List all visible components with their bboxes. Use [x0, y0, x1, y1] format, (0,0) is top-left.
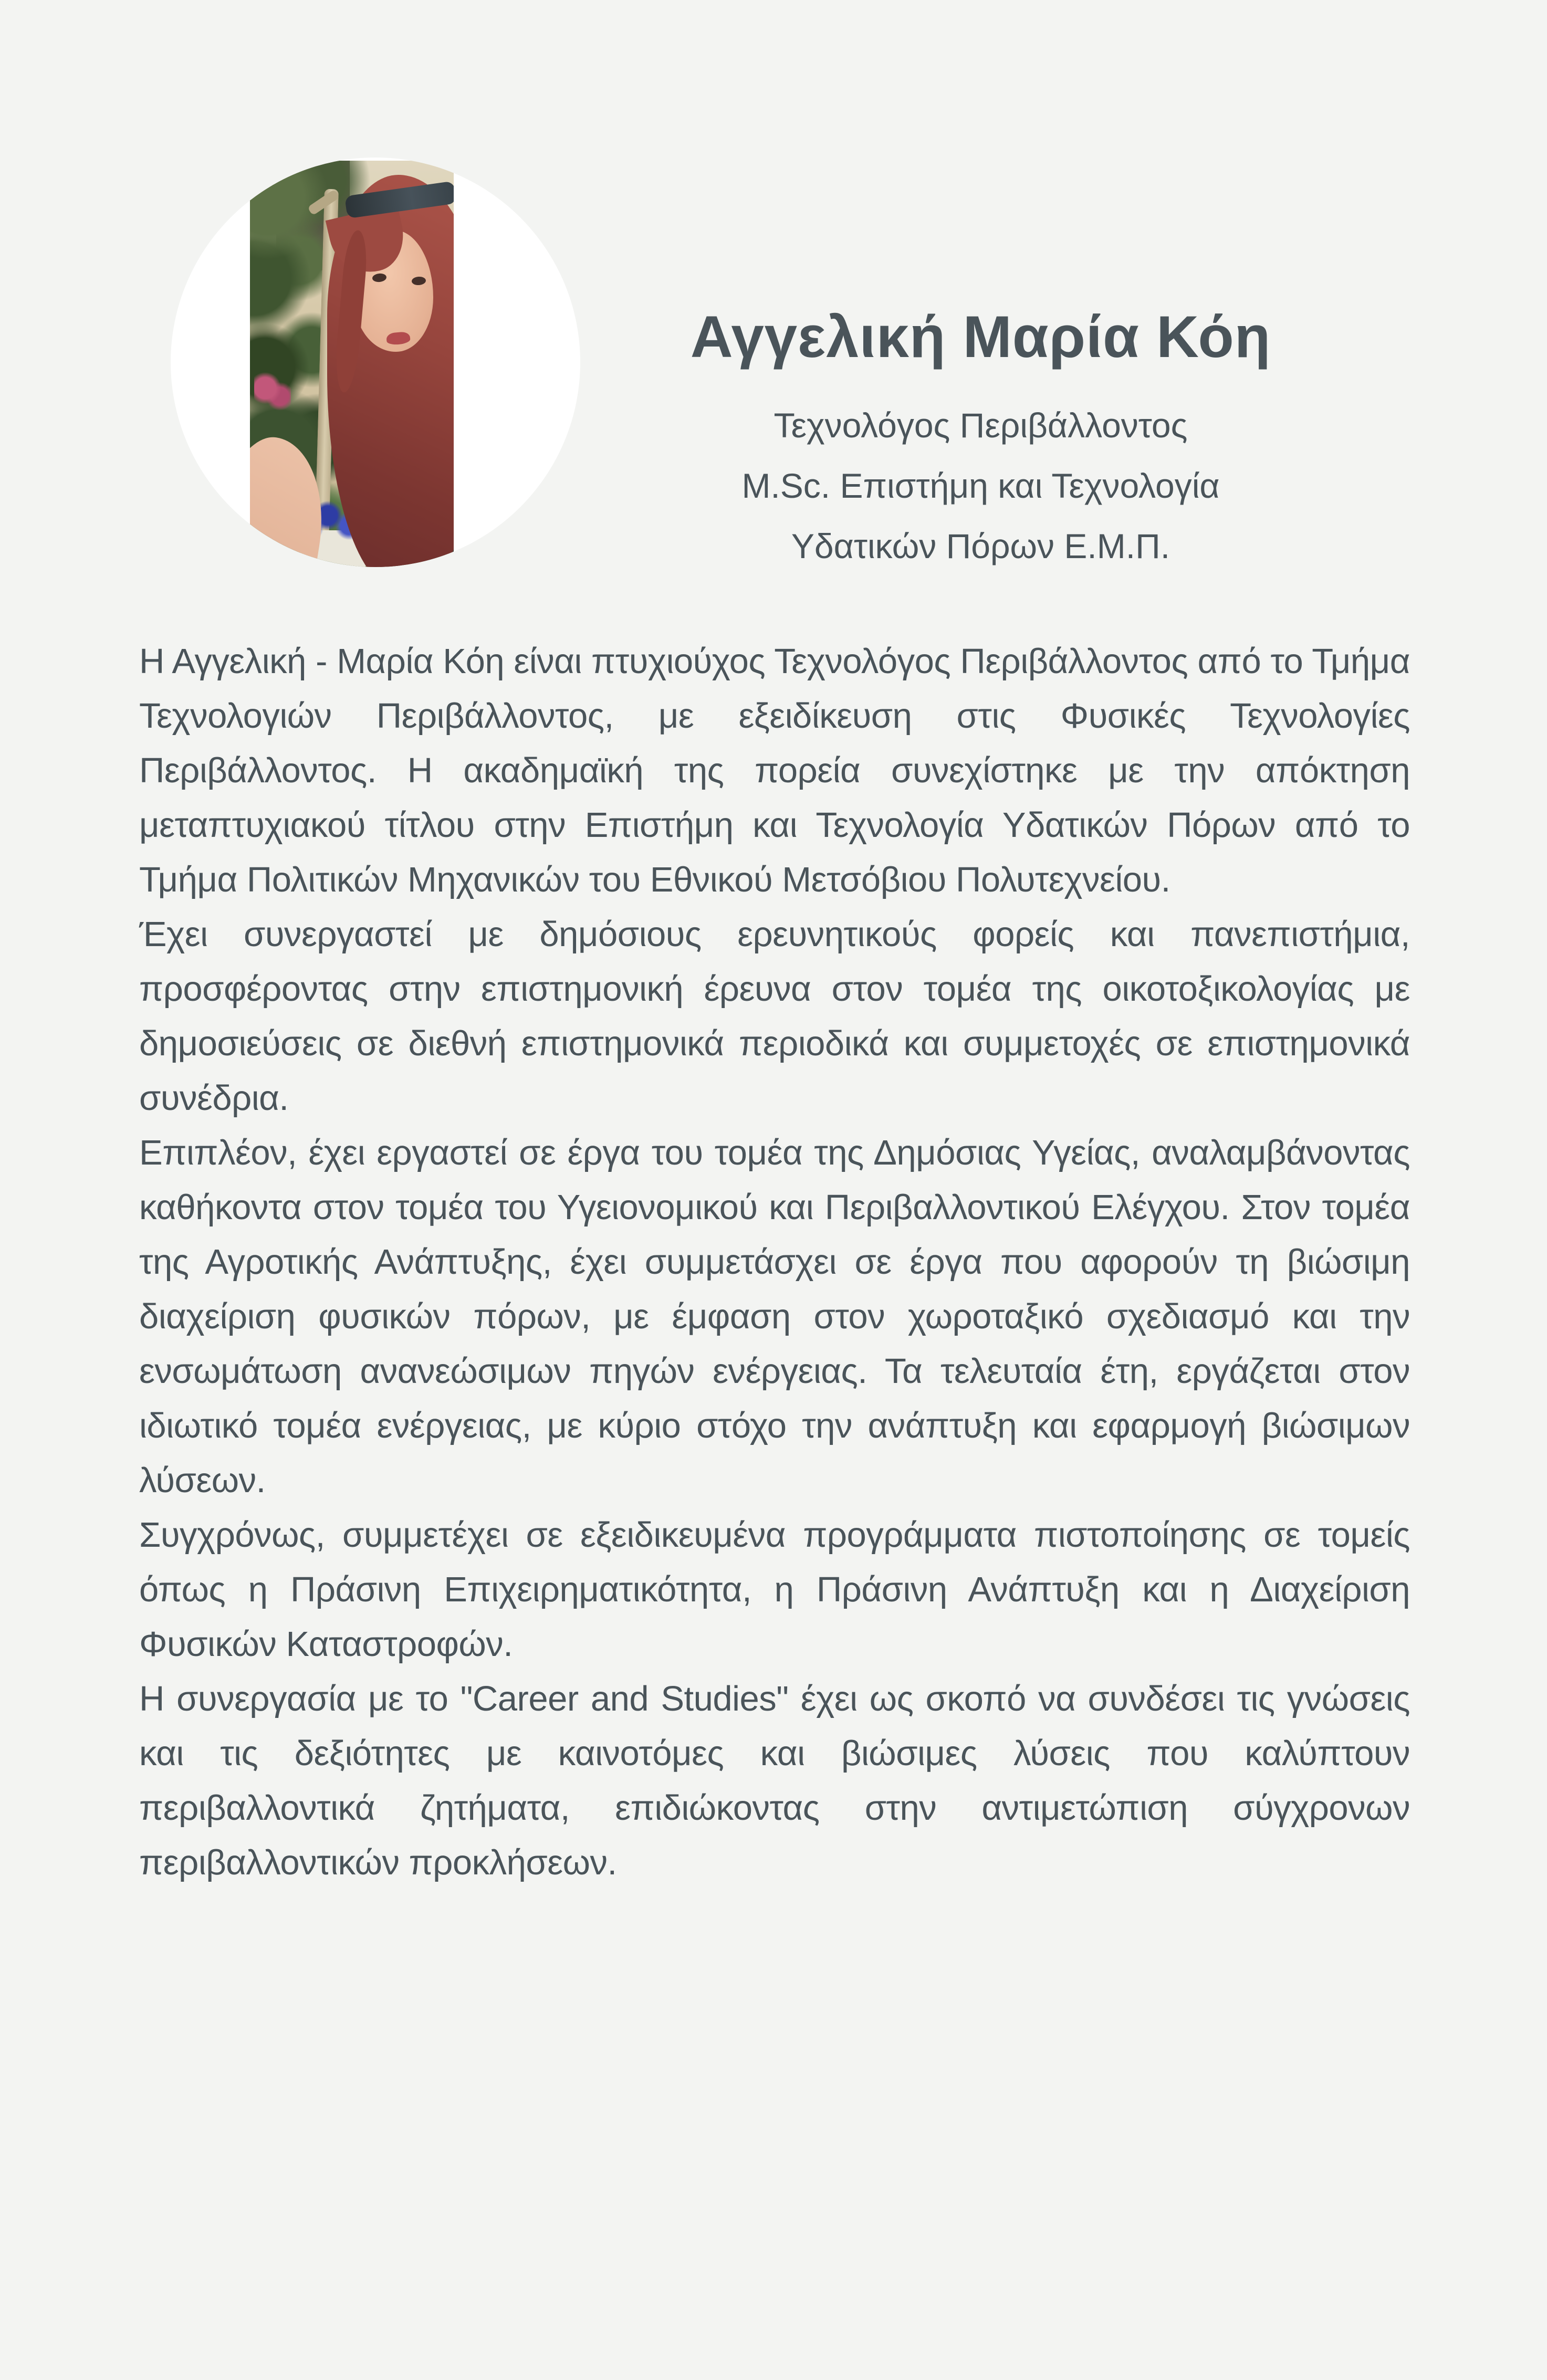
bio-paragraph-1: Η Αγγελική - Μαρία Κόη είναι πτυχιούχος Τεχνολόγος Περιβάλλοντος από το Τμήμα Τεχνολογιών Περιβάλλοντος, με εξειδίκευση στις Φυσικές Τεχνολογίες Περιβάλλοντος. Η ακαδημαϊκή της πορεία συνεχίστηκε με την απόκτηση μεταπτυχιακού τίτλου στην Επιστήμη και Τεχνολογία Υδατικών Πόρων από το Τμήμα Πολιτικών Μηχανικών του Εθνικού Μετσόβιου Πολυτεχνείου. [139, 642, 1410, 899]
profile-subtitle [575, 395, 1386, 576]
subtitle-line-3: Υδατικών Πόρων Ε.Μ.Π. [791, 526, 1170, 565]
bio-paragraph-2: Έχει συνεργαστεί με δημόσιους ερευνητικούς φορείς και πανεπιστήμια, προσφέροντας στην επιστημονική έρευνα στον τομέα της οικοτοξικολογίας με δημοσιεύσεις σε διεθνή επιστημονικά περιοδικά και συμμετοχές σε επιστημονικά συνέδρια. [139, 915, 1410, 1118]
portrait-photo [250, 161, 454, 567]
profile-photo-circle [171, 158, 580, 567]
profile-header [575, 303, 1386, 576]
photo-pink-flowers [254, 372, 291, 412]
subtitle-line-1: Τεχνολόγος Περιβάλλοντος [774, 405, 1188, 445]
bio-paragraph-5: Η συνεργασία με το "Career and Studies" έχει ως σκοπό να συνδέσει τις γνώσεις και τις δεξιότητες με καινοτόμες και βιώσιμες λύσεις που καλύπτουν περιβαλλοντικά ζητήματα, επιδιώκοντας στην αντιμετώπιση σύγχρονων περιβαλλοντικών προκλήσεων. [139, 1679, 1410, 1882]
bio-paragraph-4: Συγχρόνως, συμμετέχει σε εξειδικευμένα προγράμματα πιστοποίησης σε τομείς όπως η Πράσινη Επιχειρηματικότητα, η Πράσινη Ανάπτυξη και η Διαχείριση Φυσικών Καταστροφών. [139, 1515, 1410, 1664]
bio-text [139, 634, 1410, 1890]
bio-paragraph-3: Επιπλέον, έχει εργαστεί σε έργα του τομέα της Δημόσιας Υγείας, αναλαμβάνοντας καθήκοντα στον τομέα του Υγειονομικού και Περιβαλλοντικού Ελέγχου. Στον τομέα της Αγροτικής Ανάπτυξης, έχει συμμετάσχει σε έργα που αφορούν τη βιώσιμη διαχείριση φυσικών πόρων, με έμφαση στον χωροταξικό σχεδιασμό και την ενσωμάτωση ανανεώσιμων πηγών ενέργειας. Τα τελευταία έτη, εργάζεται στον ιδιωτικό τομέα ενέργειας, με κύριο στόχο την ανάπτυξη και εφαρμογή βιώσιμων λύσεων. [139, 1133, 1410, 1500]
profile-name: Αγγελική Μαρία Κόη [690, 304, 1271, 370]
subtitle-line-2: M.Sc. Επιστήμη και Τεχνολογία [741, 466, 1220, 505]
